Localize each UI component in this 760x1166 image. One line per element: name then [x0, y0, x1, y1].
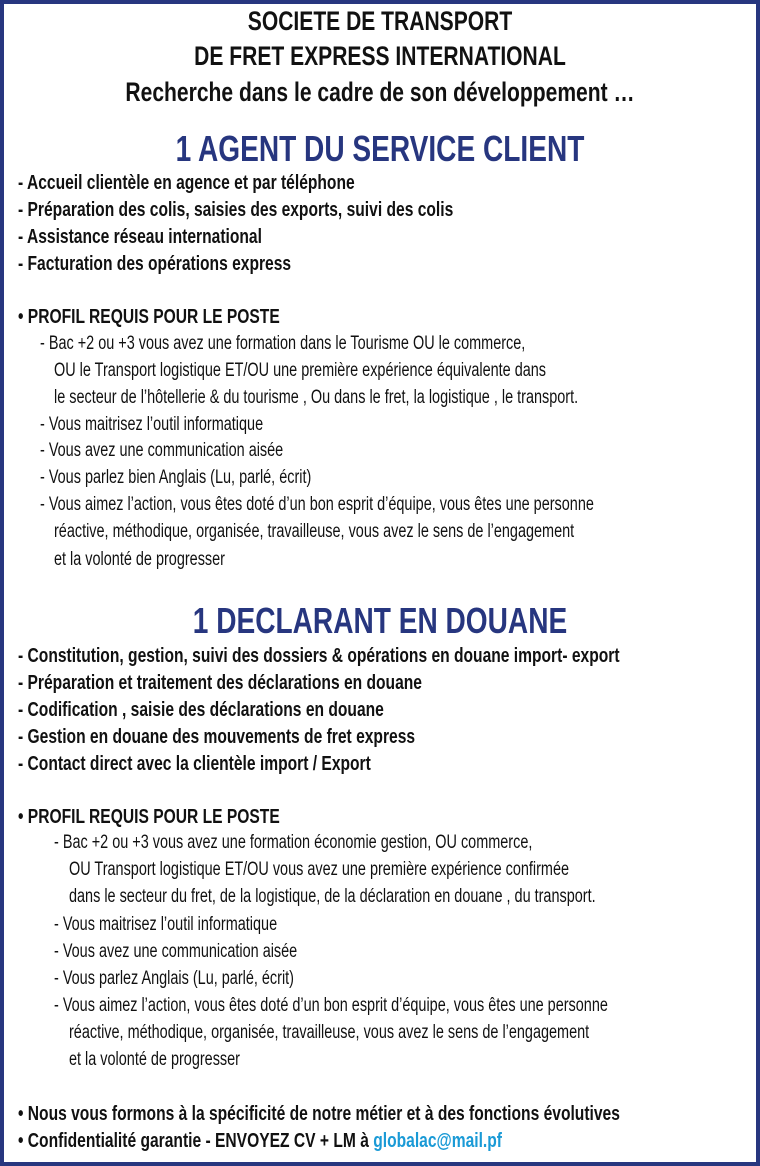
job2-requirement: - Bac +2 ou +3 vous avez une formation économie gestion, OU commerce,	[54, 832, 533, 853]
job1-requirement: réactive, méthodique, organisée, travailleuse, vous avez le sens de l’engagement	[54, 521, 575, 542]
job2-task: - Gestion en douane des mouvements de fret express	[18, 726, 416, 748]
job2-requirement: OU Transport logistique ET/OU vous avez une première expérience confirmée	[69, 859, 570, 880]
job1-requirement: - Vous aimez l’action, vous êtes doté d’un bon esprit d’équipe, vous êtes une personne	[40, 494, 594, 515]
job1-task: - Assistance réseau international	[18, 226, 262, 248]
job1-requirement: - Bac +2 ou +3 vous avez une formation dans le Tourisme OU le commerce,	[40, 333, 526, 354]
contact-email-link[interactable]: globalac@mail.pf	[373, 1130, 502, 1152]
job1-requirement: OU le Transport logistique ET/OU une première expérience équivalente dans	[54, 360, 547, 381]
job2-requirement: - Vous avez une communication aisée	[54, 941, 298, 962]
job1-requirement: le secteur de l’hôtellerie & du tourisme , Ou dans le fret, la logistique , le transport.	[54, 387, 579, 408]
job2-title: 1 DECLARANT EN DOUANE	[192, 600, 568, 641]
job2-requirement: - Vous maitrisez l’outil informatique	[54, 914, 278, 935]
job2-requirement: - Vous parlez Anglais (Lu, parlé, écrit)	[54, 968, 294, 989]
job1-requirement: - Vous parlez bien Anglais (Lu, parlé, écrit)	[40, 467, 312, 488]
job2-task: - Préparation et traitement des déclarations en douane	[18, 672, 422, 694]
contact-prefix: • Confidentialité garantie - ENVOYEZ CV + LM à	[18, 1130, 374, 1152]
job1-task: - Accueil clientèle en agence et par téléphone	[18, 172, 355, 194]
training-note: • Nous vous formons à la spécificité de notre métier et à des fonctions évolutives	[18, 1103, 620, 1125]
job1-title: 1 AGENT DU SERVICE CLIENT	[175, 128, 585, 169]
job2-task: - Codification , saisie des déclarations en douane	[18, 699, 384, 721]
contact-line	[18, 1130, 502, 1153]
header-tagline: Recherche dans le cadre de son développement …	[125, 77, 635, 107]
company-name-line2: DE FRET EXPRESS INTERNATIONAL	[194, 41, 566, 71]
job2-task: - Contact direct avec la clientèle import / Export	[18, 753, 371, 775]
job1-task: - Facturation des opérations express	[18, 253, 292, 275]
job2-task: - Constitution, gestion, suivi des dossiers & opérations en douane import- export	[18, 645, 620, 667]
job1-requirement: et la volonté de progresser	[54, 549, 225, 570]
company-name-line1: SOCIETE DE TRANSPORT	[247, 6, 513, 36]
job2-requirement: réactive, méthodique, organisée, travailleuse, vous avez le sens de l’engagement	[69, 1022, 590, 1043]
job1-task: - Préparation des colis, saisies des exports, suivi des colis	[18, 199, 454, 221]
job2-requirement: et la volonté de progresser	[69, 1049, 240, 1070]
job1-requirement: - Vous maitrisez l’outil informatique	[40, 414, 264, 435]
job1-profile-heading: • PROFIL REQUIS POUR LE POSTE	[18, 306, 280, 328]
job1-requirement: - Vous avez une communication aisée	[40, 440, 284, 461]
job2-requirement: dans le secteur du fret, de la logistique, de la déclaration en douane , du transport.	[69, 886, 596, 907]
job2-requirement: - Vous aimez l’action, vous êtes doté d’un bon esprit d’équipe, vous êtes une personne	[54, 995, 608, 1016]
job2-profile-heading: • PROFIL REQUIS POUR LE POSTE	[18, 806, 280, 828]
